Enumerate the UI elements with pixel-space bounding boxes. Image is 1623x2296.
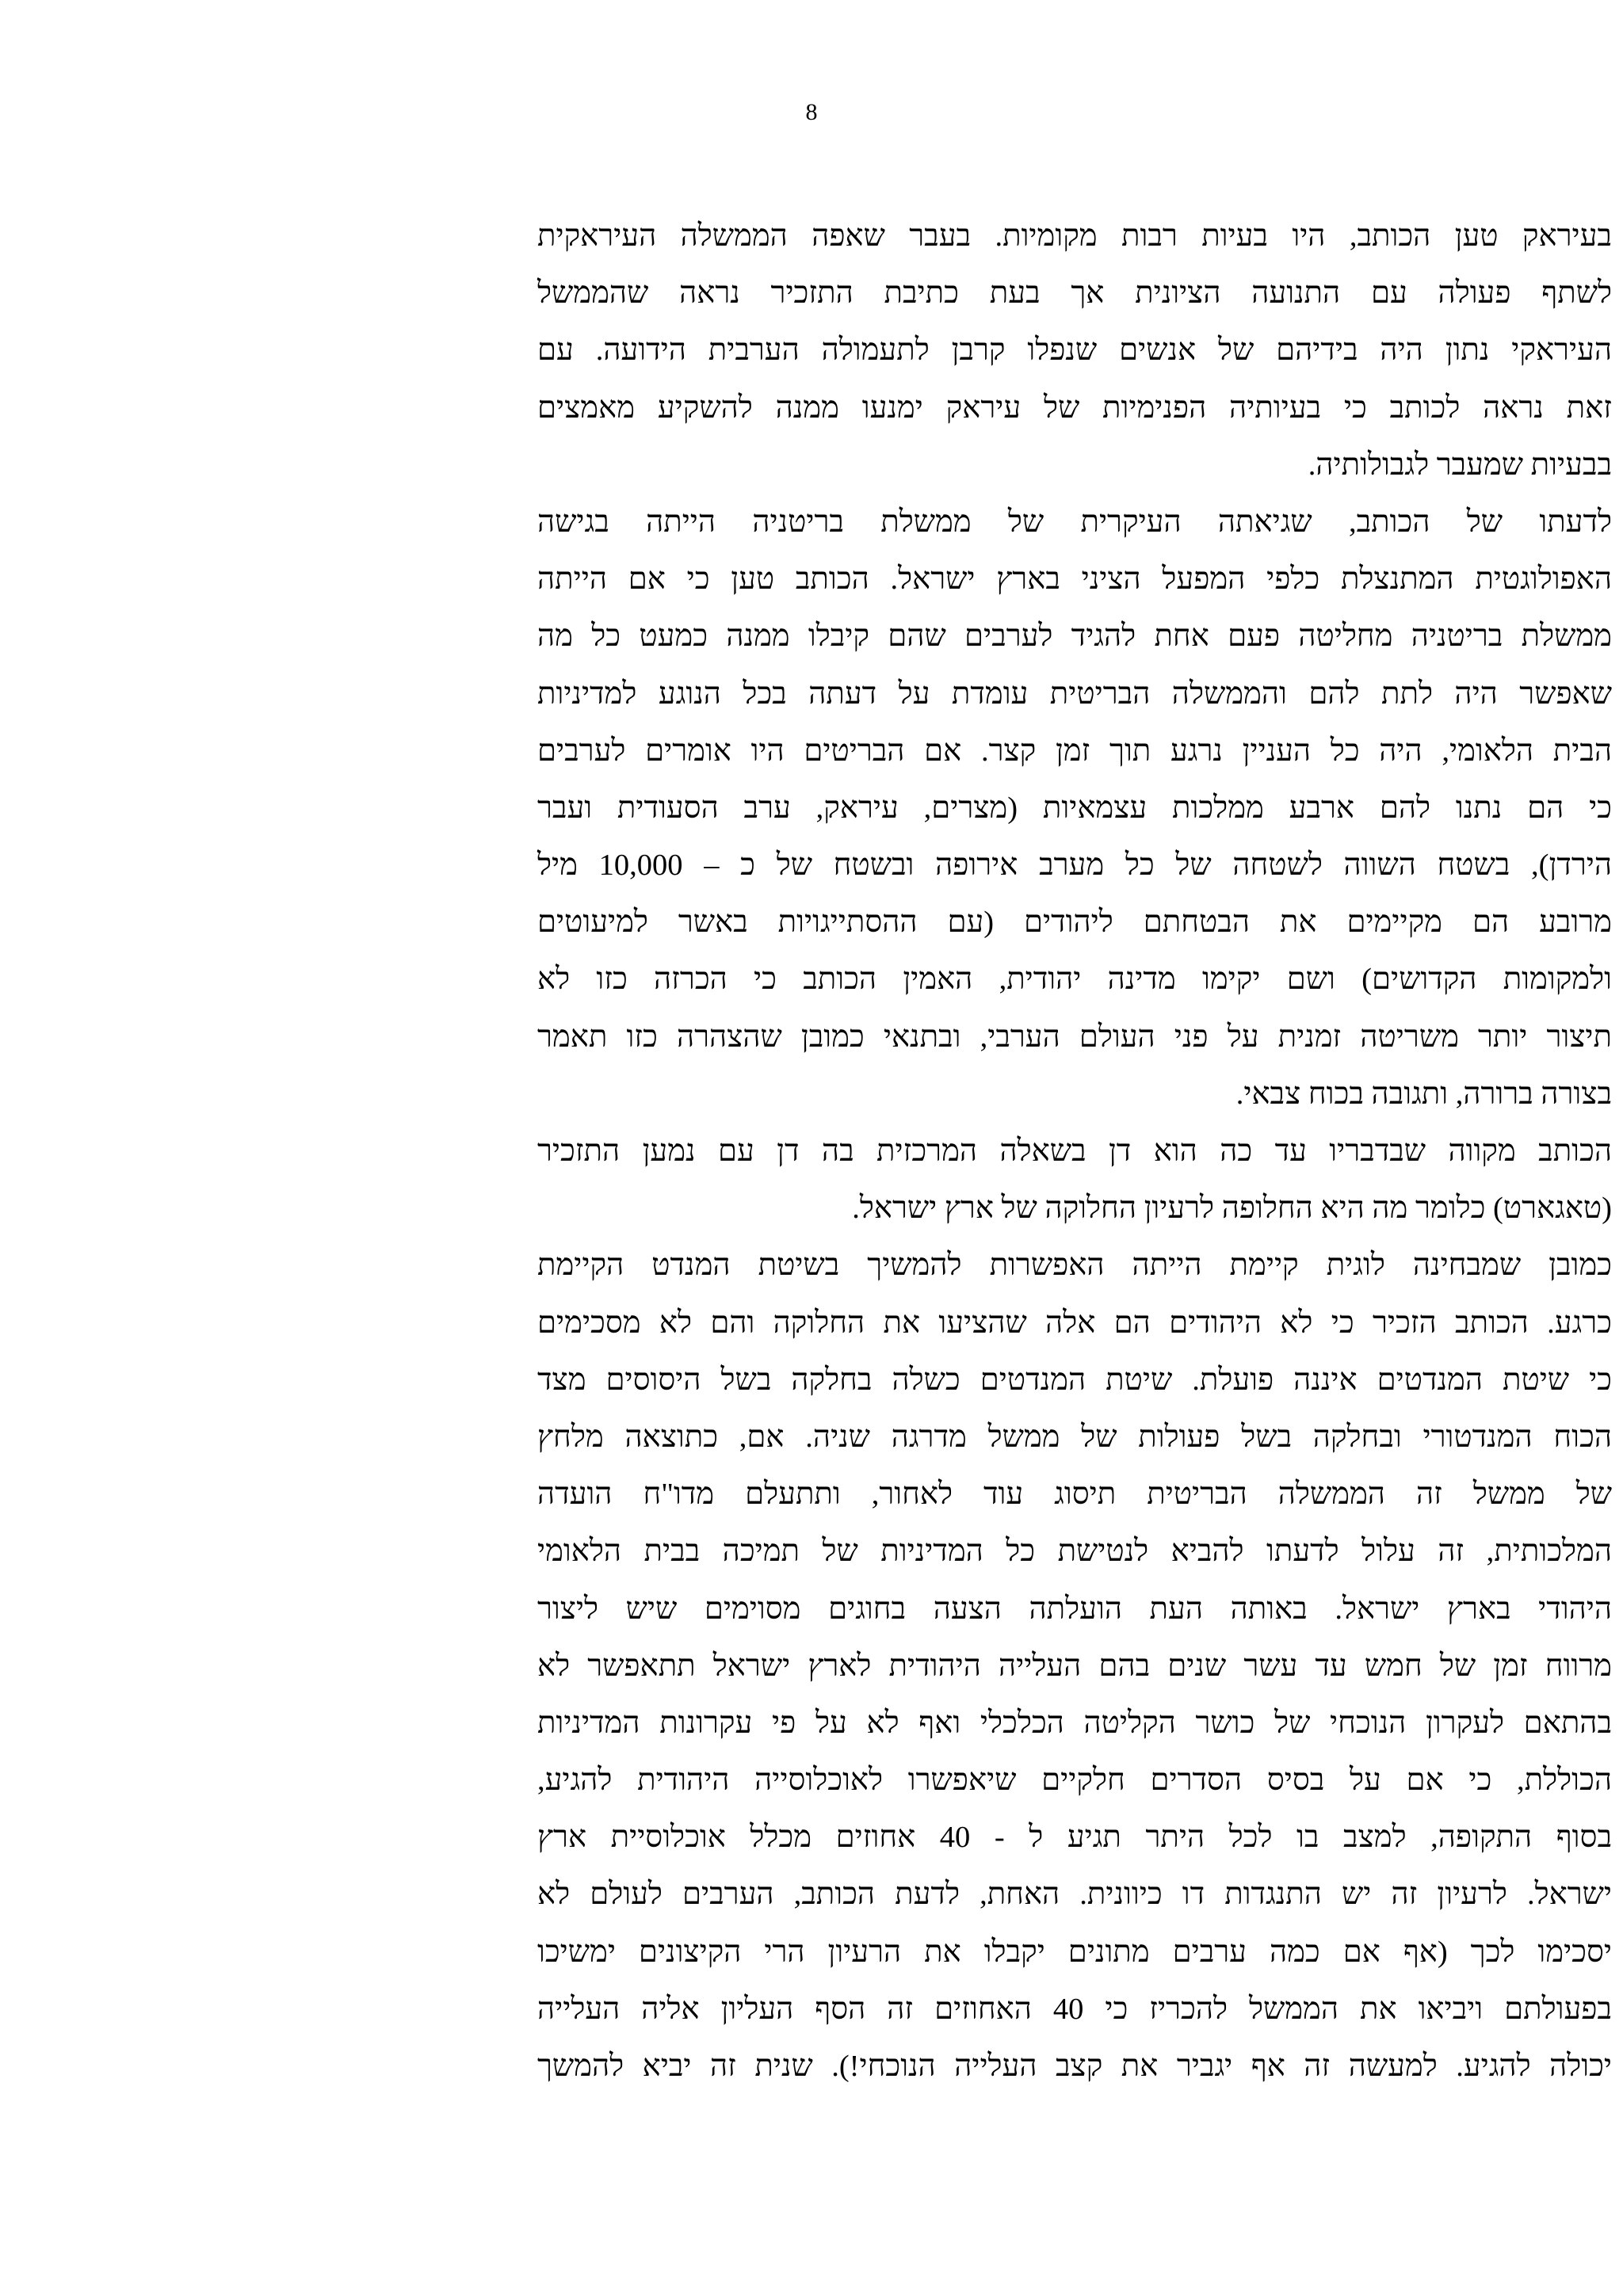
text-line: לשתף פעולה עם התנועה הציונית אך בעת כתיבת התזכיר נראה שהממשל [537,277,1612,311]
text-line: הכותב מקווה שבדבריו עד כה הוא דן בשאלה המרכזית בה דן עם נמען התזכיר [537,1135,1612,1168]
text-line: בצורה ברורה, ותגובה בכוח צבאי. [1235,1077,1612,1111]
text-line: מרובע הם מקיימים את הבטחתם ליהודים (עם ההסתייגויות באשר למיעוטים [537,906,1612,940]
document-body [537,208,1612,2095]
text-line: היהודי בארץ ישראל. באותה העת הועלתה הצעה בחוגים מסוימים שיש ליצור [537,1592,1612,1626]
text-line: של ממשל זה הממשלה הבריטית תיסוג עוד לאחור, ותתעלם מדו"ח הועדה [537,1478,1612,1512]
text-line: ממשלת בריטניה מחליטה פעם אחת להגיד לערבים שהם קיבלו ממנה כמעט כל מה [537,620,1612,654]
text-line: בעיראק טען הכותב, היו בעיות רבות מקומיות. בעבר שאפה הממשלה העיראקית [537,219,1612,253]
text-line: הכוח המנדטורי ובחלקה בשל פעולות של ממשל מדרגה שניה. אם, כתוצאה מלחץ [537,1420,1612,1454]
text-line: שאפשר היה לתת להם והממשלה הבריטית עומדת על דעתה בכל הנוגע למדיניות [537,677,1612,711]
text-line: תיצור יותר משריטה זמנית על פני העולם הערבי, ובתנאי כמובן שהצהרה כזו תאמר [537,1020,1612,1054]
text-line: יכולה להגיע. למעשה זה אף יגביר את קצב העלייה הנוכחי!). שנית זה יביא להמשך [537,2050,1612,2083]
text-line: בסוף התקופה, למצב בו לכל היתר תגיע ל - 40 אחוזים מכלל אוכלוסיית ארץ [537,1821,1612,1855]
text-line: הירדן), בשטח השווה לשטחה של כל מערב אירופה ובשטח של כ – 10,000 מיל [537,849,1612,883]
text-line: כי שיטת המנדטים איננה פועלת. שיטת המנדטים כשלה בחלקה בשל היסוסים מצד [537,1363,1612,1397]
text-line: האפולוגטית המתנצלת כלפי המפעל הציני בארץ ישראל. הכותב טען כי אם הייתה [537,563,1612,597]
text-line: (טאגארט) כלומר מה היא החלופה לרעיון החלוקה של ארץ ישראל. [852,1192,1612,1226]
text-line: העיראקי נתון היה בידיהם של אנשים שנפלו קרבן לתעמולה הערבית הידועה. עם [537,334,1612,368]
text-line: יסכימו לכך (אף אם כמה ערבים מתונים יקבלו את הרעיון הרי הקיצונים ימשיכו [537,1935,1612,1969]
text-line: המלכותית, זה עלול לדעתו להביא לנטישת כל המדיניות של תמיכה בבית הלאומי [537,1535,1612,1569]
text-line: הבית הלאומי, היה כל העניין נרגע תוך זמן קצר. אם הבריטים היו אומרים לערבים [537,734,1612,768]
text-line: בבעיות שמעבר לגבולותיה. [1308,448,1612,482]
text-line: ולמקומות הקדושים) ושם יקימו מדינה יהודית, האמין הכותב כי הכרזה כזו לא [537,963,1612,997]
text-line: ישראל. לרעיון זה יש התנגדות דו כיוונית. האחת, לדעת הכותב, הערבים לעולם לא [537,1878,1612,1912]
text-line: כרגע. הכותב הזכיר כי לא היהודים הם אלה שהציעו את החלוקה והם לא מסכימים [537,1306,1612,1340]
text-line: לדעתו של הכותב, שגיאתה העיקרית של ממשלת בריטניה הייתה בגישה [537,505,1612,539]
text-line: כמובן שמבחינה לוגית קיימת הייתה האפשרות להמשיך בשיטת המנדט הקיימת [537,1249,1612,1283]
text-line: הכוללת, כי אם על בסיס הסדרים חלקיים שיאפשרו לאוכלוסייה היהודית להגיע, [537,1764,1612,1798]
text-line: בהתאם לעקרון הנוכחי של כושר הקליטה הכלכלי ואף לא על פי עקרונות המדיניות [537,1706,1612,1740]
text-line: זאת נראה לכותב כי בעיותיה הפנימיות של עיראק ימנעו ממנה להשקיע מאמצים [537,391,1612,425]
text-line: מרווח זמן של חמש עד עשר שנים בהם העלייה היהודית לארץ ישראל תתאפשר לא [537,1649,1612,1683]
page-number: 8 [805,99,818,125]
text-line: כי הם נתנו להם ארבע ממלכות עצמאיות (מצרים, עיראק, ערב הסעודית ועבר [537,791,1612,825]
text-line: בפעולתם ויביאו את הממשל להכריז כי 40 האחוזים זה הסף העליון אליה העלייה [537,1992,1612,2026]
